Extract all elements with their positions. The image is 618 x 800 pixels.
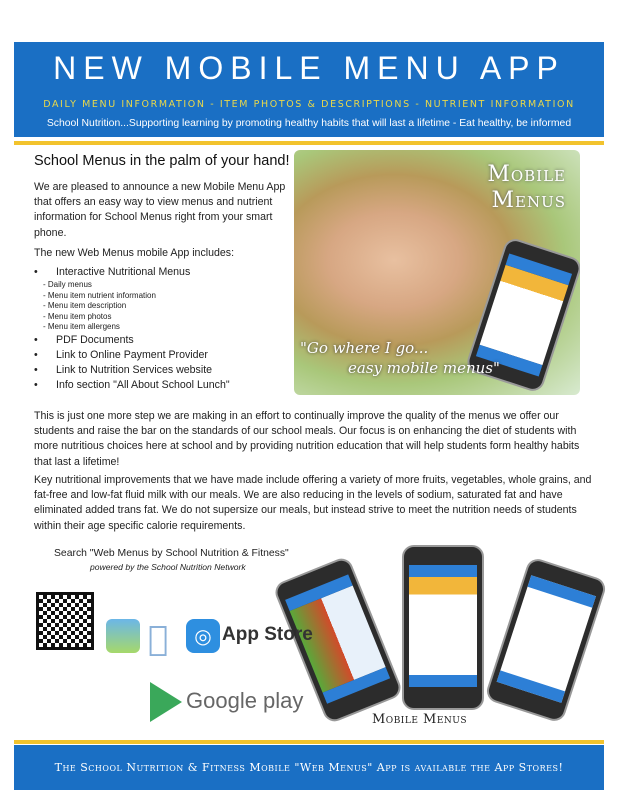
list-item: • Interactive Nutritional Menus <box>34 265 230 280</box>
body-paragraph: Key nutritional improvements that we have made include offering a variety of more fruits, vegetables, whole grains, and fat-free and low-fat fluid milk with our meals. We are also reducing in the levels of sodium, saturated fat and have eliminated added trans fat. We do not supersize our meals, but instead strive to meet the nutrition needs of students within their age specific calorie requirements. <box>34 474 592 532</box>
phones-image <box>285 545 605 735</box>
apple-icon <box>148 619 168 659</box>
body-paragraph: This is just one more step we are making in an effort to continually improve the quality of the menus we offer our students and raise the bar on the standards of our school meals. Our focus is on enhancing the diet of students with more nutritious choices here at school and by providing nutrition education that will help students form healthy habits that last a lifetime! <box>34 410 580 468</box>
divider <box>14 141 604 145</box>
sub-list-item: - Menu item photos <box>43 311 112 321</box>
includes-label: The new Web Menus mobile App includes: <box>34 247 235 259</box>
sub-list-item: - Daily menus <box>43 280 92 289</box>
intro-heading: School Menus in the palm of your hand! <box>34 153 290 169</box>
sub-list-item: - Menu item description <box>43 301 127 311</box>
list-item: • Link to Nutrition Services website <box>34 363 230 378</box>
app-store-icon: ◎ <box>186 619 220 653</box>
intro-paragraph: We are pleased to announce a new Mobile Menu App that offers an easy way to view menus and nutrient information for School Menus right from your smart phone. <box>34 181 286 239</box>
header-banner <box>14 42 604 137</box>
search-instructions: Search "Web Menus by School Nutrition & Fitness" <box>54 548 289 559</box>
google-play-link[interactable]: Google play <box>186 688 304 713</box>
header-subtitle: DAILY MENU INFORMATION - ITEM PHOTOS & DESCRIPTIONS - NUTRIENT INFORMATION <box>43 99 575 110</box>
sub-list-item: - Menu item nutrient information <box>43 290 156 300</box>
hero-quote: "Go where I go... easy mobile menus" <box>300 339 500 377</box>
phone-image <box>484 556 608 724</box>
app-store-link[interactable]: App Store <box>222 624 313 645</box>
feature-list <box>34 265 230 393</box>
phones-caption: Mobile Menus <box>372 712 468 727</box>
powered-by: powered by the School Nutrition Network <box>90 562 246 572</box>
phone-image <box>402 545 484 710</box>
app-store-qr-code[interactable] <box>36 592 94 650</box>
hero-image <box>294 150 580 395</box>
list-item: • Link to Online Payment Provider <box>34 348 230 363</box>
hero-title: Mobile Menus <box>487 162 566 213</box>
page-title: NEW MOBILE MENU APP <box>53 50 565 86</box>
header-tagline: School Nutrition...Supporting learning by promoting healthy habits that will last a lifetime - Eat healthy, be informed <box>46 118 572 129</box>
google-play-icon <box>150 682 182 722</box>
footer-banner: The School Nutrition & Fitness Mobile "Web Menus" App is available the App Stores! <box>14 745 604 790</box>
list-item: • PDF Documents <box>34 333 230 348</box>
sub-list-item: - Menu item allergens <box>43 322 120 332</box>
list-item: • Info section "All About School Lunch" <box>34 378 230 393</box>
divider <box>14 740 604 744</box>
web-menus-app-icon <box>106 619 140 653</box>
